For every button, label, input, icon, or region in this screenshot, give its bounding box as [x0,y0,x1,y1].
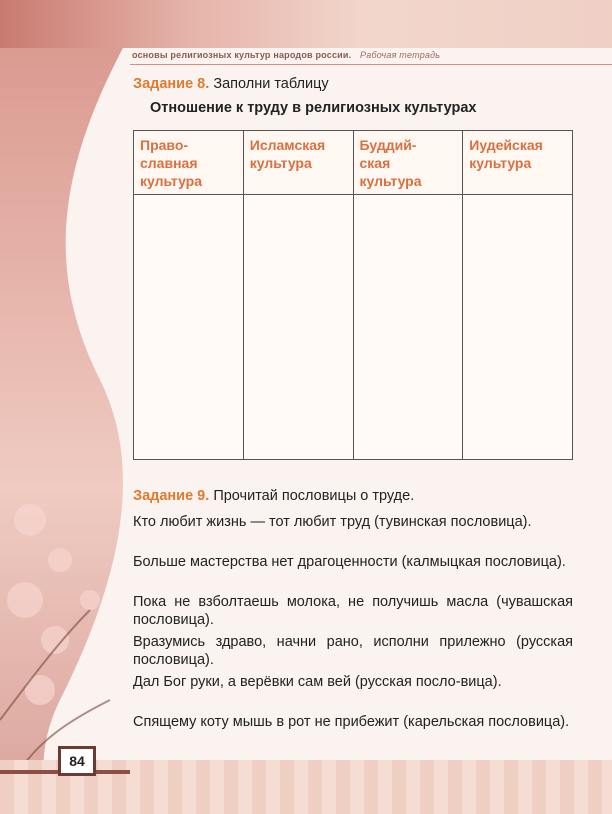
task8-text: Заполни таблицу [213,76,329,92]
task9-heading [133,488,414,504]
task9-number: Задание 9. [133,488,210,504]
proverb-item: Пока не взболтаешь молока, не получишь масла (чувашская пословица). [133,594,573,628]
answer-cell-islamic[interactable] [243,195,353,460]
proverb-item: Кто любит жизнь — тот любит труд (тувинская пословица). [133,514,532,530]
column-header-judaic [463,131,573,195]
table-title: Отношение к труду в религиозных культурах [150,100,477,116]
column-header-orthodox [134,131,244,195]
header-rule [130,64,612,65]
running-title: основы религиозных культур народов россии. [132,50,352,60]
column-header-buddhist [353,131,463,195]
answer-cell-judaic[interactable] [463,195,573,460]
column-header-label: Буддий- ская культура [359,137,422,189]
column-header-label: Право- славная культура [140,137,203,189]
task9-text: Прочитай пословицы о труде. [213,488,415,504]
column-header-label: Исламская культура [249,137,326,171]
column-header-label: Иудейская культура [469,137,543,171]
answer-cell-orthodox[interactable] [134,195,244,460]
page-number: 84 [58,746,96,776]
culture-table [133,130,573,460]
proverb-item: Больше мастерства нет драгоценности (калмыцкая пословица). [133,554,566,570]
running-head [132,50,572,60]
task8-number: Задание 8. [133,76,210,92]
proverb-item: Вразумись здраво, начни рано, исполни прилежно (русская пословица). [133,634,573,668]
column-header-islamic [243,131,353,195]
answer-cell-buddhist[interactable] [353,195,463,460]
proverb-item: Спящему коту мышь в рот не прибежит (карельская пословица). [133,714,570,730]
table-row [134,195,573,460]
task8-heading [133,76,329,92]
proverb-item: Дал Бог руки, а верёвки сам вей (русская посло-вица). [133,674,502,690]
table-header-row [134,131,573,195]
running-title-italic: Рабочая тетрадь [360,50,441,60]
